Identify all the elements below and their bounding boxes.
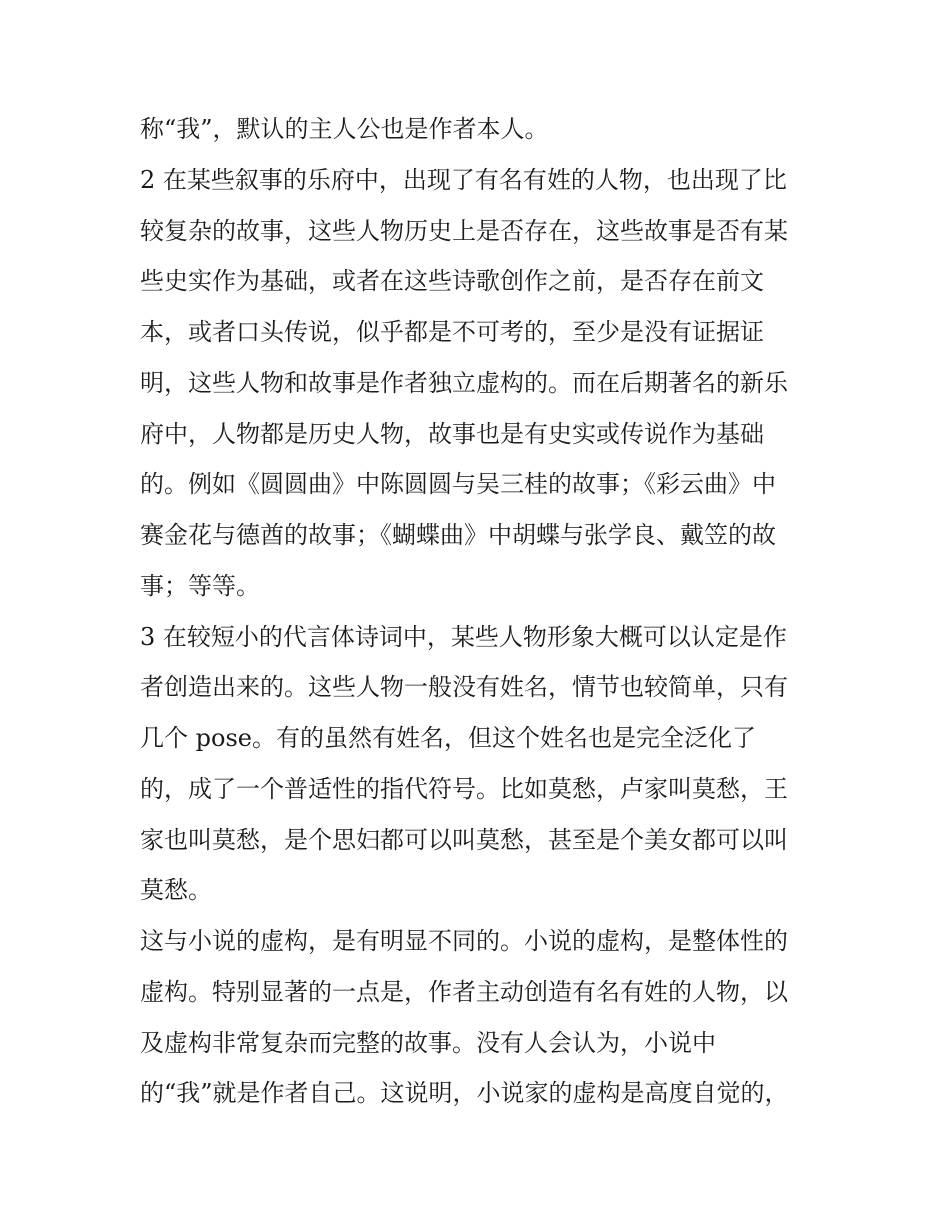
text-line: 莫愁。 (140, 876, 212, 904)
text-line: 这与小说的虚构，是有明显不同的。小说的虚构，是整体性的 (140, 927, 788, 955)
text-line: 的“我”就是作者自己。这说明，小说家的虚构是高度自觉的， (140, 1079, 789, 1107)
text-line: 者创造出来的。这些人物一般没有姓名，情节也较简单，只有 (140, 673, 788, 701)
text-line: 赛金花与德酋的故事；《蝴蝶曲》中胡蝶与张学良、戴笠的故 (140, 521, 776, 549)
text-line: 的，成了一个普适性的指代符号。比如莫愁，卢家叫莫愁，王 (140, 775, 788, 803)
text-line: 2 在某些叙事的乐府中，出现了有名有姓的人物，也出现了比 (140, 166, 787, 194)
text-line: 府中，人物都是历史人物，故事也是有史实或传说作为基础 (140, 420, 764, 448)
text-line: 些史实作为基础，或者在这些诗歌创作之前，是否存在前文 (140, 267, 764, 295)
text-line: 及虚构非常复杂而完整的故事。没有人会认为，小说中 (140, 1029, 716, 1057)
text-line: 几个 pose。有的虽然有姓名，但这个姓名也是完全泛化了 (140, 724, 756, 752)
text-line: 的。例如《圆圆曲》中陈圆圆与吴三桂的故事；《彩云曲》中 (140, 470, 776, 498)
text-line: 事；等等。 (140, 572, 260, 600)
text-line: 3 在较短小的代言体诗词中，某些人物形象大概可以认定是作 (140, 623, 787, 651)
text-line: 虚构。特别显著的一点是，作者主动创造有名有姓的人物，以 (140, 978, 788, 1006)
text-line: 明，这些人物和故事是作者独立虚构的。而在后期著名的新乐 (140, 369, 788, 397)
text-line: 家也叫莫愁，是个思妇都可以叫莫愁，甚至是个美女都可以叫 (140, 826, 788, 854)
text-line: 较复杂的故事，这些人物历史上是否存在，这些故事是否有某 (140, 217, 788, 245)
text-line: 称“我”，默认的主人公也是作者本人。 (140, 115, 549, 143)
text-line: 本，或者口头传说，似乎都是不可考的，至少是没有证据证 (140, 318, 764, 346)
